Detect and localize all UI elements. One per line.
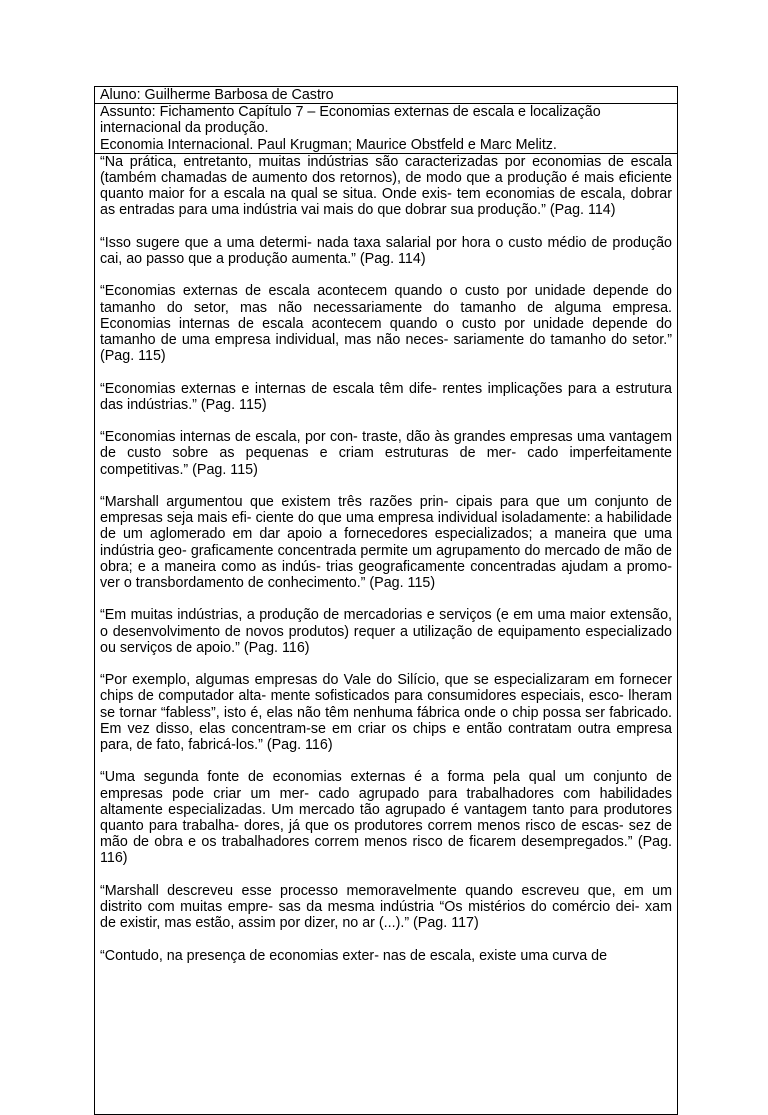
quote-6: “Marshall argumentou que existem três razões prin- cipais para que um conjunto de empresas seja mais efi- ciente do que uma empresa individual isoladamente: a habilidade de um aglomerado em dar apoio a fornecedores especializados; a maneira que uma indústria geo- graficamente concentrada permite um agrupamento do mercado de mão de obra; e a maneira como as indús- trias geograficamente concentradas ajudam a promo- ver o transbordamento de conhecimento.” (Pag. 115): [100, 494, 672, 592]
quote-10: “Marshall descreveu esse processo memoravelmente quando escreveu que, em um distrito com muitas empre- sas da mesma indústria “Os mistérios do comércio dei- xam de existir, mas estão, assim por dizer, no ar (...).” (Pag. 117): [100, 882, 672, 932]
quote-1: “Na prática, entretanto, muitas indústrias são caracterizadas por economias de escala (também chamadas de aumento dos retornos), de modo que a produção é mais eficiente quanto maior for a escala na qual se situa. Onde exis- tem economias de escala, dobrar as entradas para uma indústria vai mais do que dobrar sua produção.” (Pag. 114): [100, 153, 672, 219]
quotes-cell: [95, 153, 678, 1114]
quote-7: “Em muitas indústrias, a produção de mercadorias e serviços (e em uma maior extensão, o desenvolvimento de novos produtos) requer a utilização de equipamento especializado ou serviços de apoio.” (Pag. 116): [100, 607, 672, 656]
quote-3: “Economias externas de escala acontecem quando o custo por unidade depende do tamanho do setor, mas não necessariamente do tamanho de alguma empresa. Economias internas de escala acontecem quando o custo por unidade depende do tamanho de uma empresa individual, mas não neces- sariamente do tamanho do setor.” (Pag. 115): [100, 283, 672, 365]
quote-5: “Economias internas de escala, por con- traste, dão às grandes empresas uma vantagem de custo sobre as pequenas e criam estruturas de mer- cado imperfeitamente competitivas.” (Pag. 115): [100, 429, 672, 478]
quote-8: “Por exemplo, algumas empresas do Vale do Silício, que se especializaram em fornecer chips de computador alta- mente sofisticados para consumidores especiais, esco- lheram se tornar “fabless”, isto é, elas não têm nenhuma fábrica onde o chip possa ser fabricado. Em vez disso, elas concentram-se em criar os chips e então contratam outra empresa para, de fato, fabricá-los.” (Pag. 116): [100, 672, 672, 754]
fichamento-table: [94, 86, 678, 1115]
student-row: [95, 87, 678, 104]
quote-2: “Isso sugere que a uma determi- nada taxa salarial por hora o custo médio de produção cai, ao passo que a produção aumenta.” (Pag. 114): [100, 234, 672, 268]
subject-line-1: Assunto: Fichamento Capítulo 7 – Economias externas de escala e localização: [100, 104, 601, 121]
subject-line-2: internacional da produção.: [100, 120, 269, 137]
quote-9: “Uma segunda fonte de economias externas é a forma pela qual um conjunto de empresas pode criar um mer- cado agrupado para trabalhadores com habilidades altamente especializadas. Um mercado tão agrupado é vantagem tanto para produtores quanto para trabalha- dores, já que os produtores correm menos risco de escas- sez de mão de obra e os trabalhadores correm menos risco de ficarem desempregados.” (Pag. 116): [100, 769, 672, 867]
student-name: Aluno: Guilherme Barbosa de Castro: [100, 87, 334, 103]
document-page: [94, 86, 678, 1115]
subject-cell: [95, 104, 678, 154]
quote-4: “Economias externas e internas de escala têm dife- rentes implicações para a estrutura das indústrias.” (Pag. 115): [100, 380, 672, 413]
student-cell: [95, 87, 678, 104]
book-reference: Economia Internacional. Paul Krugman; Maurice Obstfeld e Marc Melitz.: [100, 136, 557, 153]
quotes-row: [95, 153, 678, 1114]
subject-row: [95, 104, 678, 154]
quote-11: “Contudo, na presença de economias exter- nas de escala, existe uma curva de: [100, 947, 608, 964]
